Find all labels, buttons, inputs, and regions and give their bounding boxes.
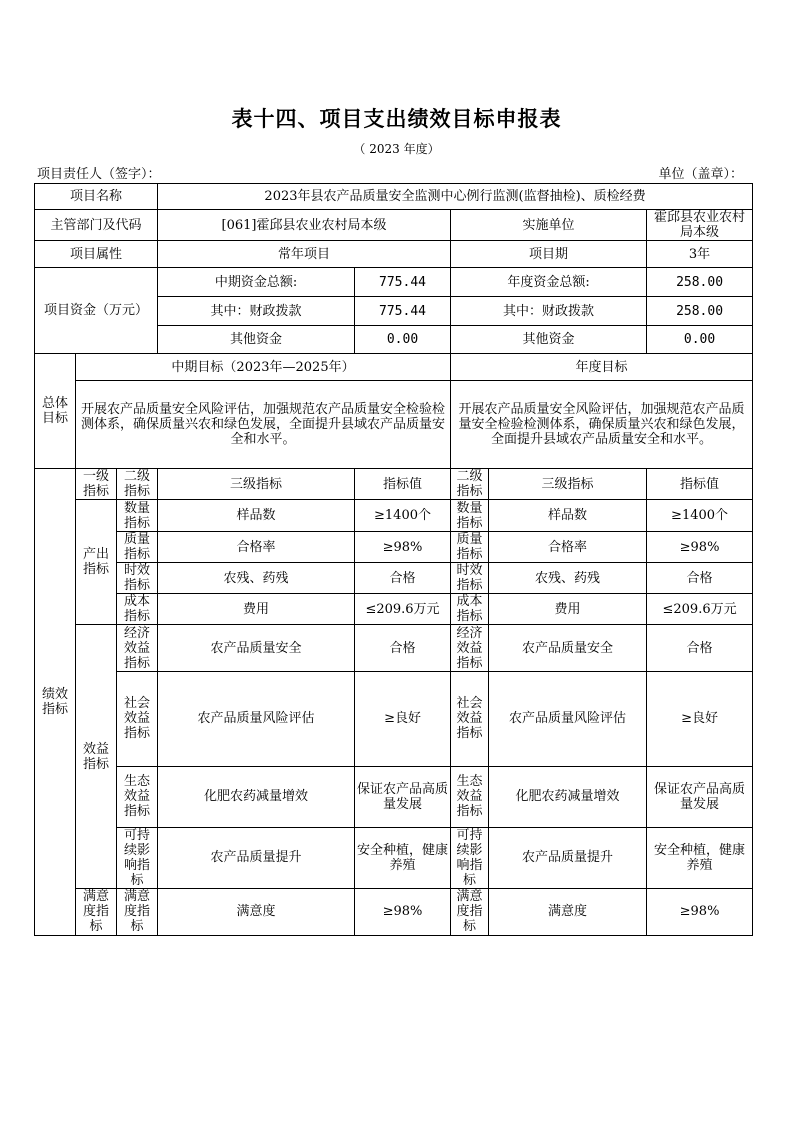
indicator-value: 合格 [355, 563, 451, 594]
year-indicator-level2: 满意度指标 [451, 888, 489, 935]
indicator-level2: 满意度指标 [117, 888, 158, 935]
year-total-label: 年度资金总额: [451, 268, 647, 297]
row-goal-text [35, 381, 753, 469]
indicator-level3: 农残、药残 [158, 563, 355, 594]
year-indicator-level3: 化肥农药减量增效 [489, 766, 647, 827]
indicator-level2: 质量指标 [117, 532, 158, 563]
year-indicator-value: ≥1400个 [647, 500, 753, 532]
unit-seal-label: 单位（盖章）： [658, 167, 743, 182]
header-level1: 一级指标 [76, 469, 117, 500]
indicator-row [35, 594, 753, 625]
indicator-level3: 合格率 [158, 532, 355, 563]
year-indicator-value: 保证农产品高质量发展 [647, 766, 753, 827]
indicator-row [35, 625, 753, 671]
project-funds-label: 项目资金（万元） [35, 268, 158, 354]
overall-goal-label: 总体目标 [35, 354, 76, 469]
row-attribute [35, 241, 753, 268]
header-level3: 三级指标 [158, 469, 355, 500]
year-indicator-level3: 农残、药残 [489, 563, 647, 594]
row-department [35, 210, 753, 241]
year-indicator-level3: 农产品质量安全 [489, 625, 647, 671]
mid-fiscal-label: 其中：财政拨款 [158, 297, 355, 326]
indicator-level3: 农产品质量风险评估 [158, 671, 355, 766]
year-indicator-level2: 成本指标 [451, 594, 489, 625]
department-value: [061]霍邱县农业农村局本级 [158, 210, 451, 241]
indicator-row [35, 888, 753, 935]
year-indicator-value: 合格 [647, 563, 753, 594]
indicator-level3: 化肥农药减量增效 [158, 766, 355, 827]
implementing-unit-value: 霍邱县农业农村局本级 [647, 210, 753, 241]
project-attribute-label: 项目属性 [35, 241, 158, 268]
year-indicator-level3: 合格率 [489, 532, 647, 563]
header-year-level3: 三级指标 [489, 469, 647, 500]
year-indicator-level2: 社会效益指标 [451, 671, 489, 766]
indicator-level3: 农产品质量提升 [158, 827, 355, 888]
indicator-level2: 时效指标 [117, 563, 158, 594]
year-indicator-level2: 经济效益指标 [451, 625, 489, 671]
indicator-value: ≥98% [355, 888, 451, 935]
indicator-row [35, 671, 753, 766]
indicator-row [35, 563, 753, 594]
indicator-level2: 经济效益指标 [117, 625, 158, 671]
row-fund-total [35, 268, 753, 297]
year-indicator-level2: 数量指标 [451, 500, 489, 532]
year-other-value: 0.00 [647, 326, 753, 354]
header-value: 指标值 [355, 469, 451, 500]
indicator-level3: 费用 [158, 594, 355, 625]
indicator-value: 合格 [355, 625, 451, 671]
indicator-level2: 数量指标 [117, 500, 158, 532]
header-level2: 二级指标 [117, 469, 158, 500]
indicator-value: ≤209.6万元 [355, 594, 451, 625]
indicator-row [35, 766, 753, 827]
indicator-level3: 样品数 [158, 500, 355, 532]
indicator-value: ≥良好 [355, 671, 451, 766]
mid-goal-text: 开展农产品质量安全风险评估，加强规范农产品质量安全检验检测体系，确保质量兴农和绿色发展，全面提升县域农产品质量安全和水平。 [76, 381, 451, 469]
implementing-unit-label: 实施单位 [451, 210, 647, 241]
row-indicator-headers [35, 469, 753, 500]
year-other-label: 其他资金 [451, 326, 647, 354]
header-year-level2: 二级指标 [451, 469, 489, 500]
benefit-indicators-label: 效益指标 [76, 625, 117, 888]
year-goal-header: 年度目标 [451, 354, 753, 381]
year-indicator-value: ≥98% [647, 888, 753, 935]
mid-goal-header: 中期目标（2023年—2025年） [76, 354, 451, 381]
mid-total-label: 中期资金总额: [158, 268, 355, 297]
row-project-name [35, 184, 753, 210]
indicator-level2: 社会效益指标 [117, 671, 158, 766]
year-indicator-level3: 满意度 [489, 888, 647, 935]
year-indicator-level3: 农产品质量提升 [489, 827, 647, 888]
year-fiscal-label: 其中：财政拨款 [451, 297, 647, 326]
year-indicator-level3: 费用 [489, 594, 647, 625]
project-attribute-value: 常年项目 [158, 241, 451, 268]
indicator-level3: 满意度 [158, 888, 355, 935]
year-indicator-level3: 样品数 [489, 500, 647, 532]
page-title: 表十四、项目支出绩效目标申报表 [231, 107, 562, 131]
header-year-value: 指标值 [647, 469, 753, 500]
project-period-value: 3年 [647, 241, 753, 268]
year-indicator-value: 合格 [647, 625, 753, 671]
project-name-value: 2023年县农产品质量安全监测中心例行监测(监督抽检)、质检经费 [158, 184, 753, 210]
indicator-value: 安全种植，健康养殖 [355, 827, 451, 888]
output-indicators-label: 产出指标 [76, 500, 117, 625]
department-label: 主管部门及代码 [35, 210, 158, 241]
mid-fiscal-value: 775.44 [355, 297, 451, 326]
year-indicator-level3: 农产品质量风险评估 [489, 671, 647, 766]
indicator-value: ≥98% [355, 532, 451, 563]
indicator-row [35, 500, 753, 532]
year-indicator-value: 安全种植，健康养殖 [647, 827, 753, 888]
indicator-level2: 成本指标 [117, 594, 158, 625]
year-indicator-value: ≥98% [647, 532, 753, 563]
year-indicator-level2: 质量指标 [451, 532, 489, 563]
year-total-value: 258.00 [647, 268, 753, 297]
indicator-value: ≥1400个 [355, 500, 451, 532]
responsible-person-label: 项目责任人（签字）： [37, 167, 161, 182]
performance-goal-table [34, 183, 753, 936]
report-year: （ 2023 年度） [353, 142, 440, 156]
project-name-label: 项目名称 [35, 184, 158, 210]
indicator-value: 保证农产品高质量发展 [355, 766, 451, 827]
year-fiscal-value: 258.00 [647, 297, 753, 326]
mid-total-value: 775.44 [355, 268, 451, 297]
row-goal-headers [35, 354, 753, 381]
year-goal-text: 开展农产品质量安全风险评估，加强规范农产品质量安全检验检测体系，确保质量兴农和绿色发展，全面提升县域农产品质量安全和水平。 [451, 381, 753, 469]
year-indicator-level2: 时效指标 [451, 563, 489, 594]
indicator-level3: 农产品质量安全 [158, 625, 355, 671]
indicator-row [35, 827, 753, 888]
project-period-label: 项目期 [451, 241, 647, 268]
performance-indicators-label: 绩效指标 [35, 469, 76, 936]
indicator-level2: 生态效益指标 [117, 766, 158, 827]
year-indicator-level2: 生态效益指标 [451, 766, 489, 827]
indicator-row [35, 532, 753, 563]
year-indicator-value: ≤209.6万元 [647, 594, 753, 625]
year-indicator-value: ≥良好 [647, 671, 753, 766]
mid-other-value: 0.00 [355, 326, 451, 354]
year-indicator-level2: 可持续影响指标 [451, 827, 489, 888]
mid-other-label: 其他资金 [158, 326, 355, 354]
satisfaction-indicators-label: 满意度指标 [76, 888, 117, 935]
indicator-level2: 可持续影响指标 [117, 827, 158, 888]
